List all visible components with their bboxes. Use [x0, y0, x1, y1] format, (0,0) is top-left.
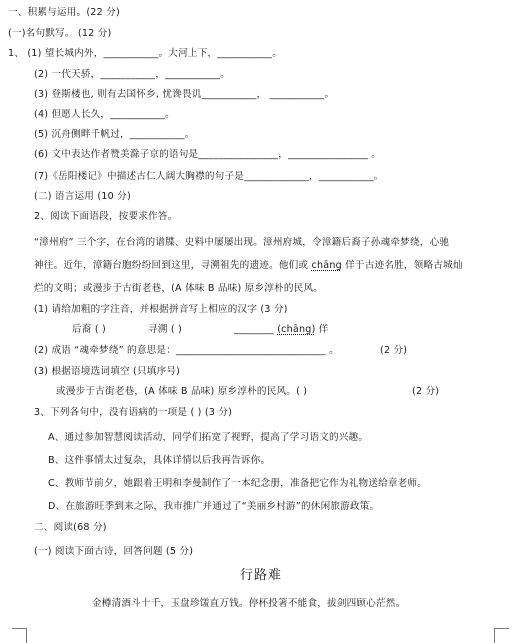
question-2-3-score: (2 分) [412, 386, 440, 397]
poem-title: 行路难 [240, 568, 283, 583]
question-1-item-6: (6) 文中表达作者赞美滁子京的语句是________________，________________ 。 [34, 149, 382, 160]
passage-line-2 [34, 259, 463, 272]
margin-corner-right [494, 628, 509, 643]
question-1-item-7: (7)《岳阳楼记》中描述古仁人阔大胸襟的句子是_____________，___________。 [34, 171, 384, 182]
question-1-item-5: (5) 沉舟侧畔千帆过，___________。 [34, 129, 195, 140]
subsection-2a-heading: (一) 阅读下面古诗，回答问题 (5 分) [34, 546, 194, 557]
question-2-2-score: (2 分) [380, 345, 408, 356]
question-2-3-sentence: 或漫步于古街老巷，(A 体味 B 品味) 原乡淳朴的民风。( ) [56, 386, 308, 397]
question-2-1-word-b: 寻溯 ( ) [148, 324, 182, 335]
question-2-1-word-c [234, 323, 329, 336]
subsection-1a-heading: (一)名句默写。 (12 分) [8, 28, 112, 39]
question-1-item-2: (2) 一代天骄，___________，___________。 [34, 69, 230, 80]
question-1-item-3: (3) 登斯楼也, 则有去国怀乡, 忧谗畏讥___________， ___________。 [34, 89, 335, 100]
section-2-heading: 二、阅读(68 分) [34, 522, 107, 533]
passage-line-1: “漳州府” 三个字，在台湾的谱牒、史料中屡屡出现。漳州府城，令漳籍后裔子孙魂牵梦绕，心驰 [34, 237, 450, 248]
question-3-prompt: 3、下列各句中，没有语病的一项是 ( ) (3 分) [34, 407, 233, 418]
question-2-2: (2) 成语 “魂牵梦绕” 的意思是：______________________________ 。 [34, 345, 339, 356]
question-1-item-4: (4) 但愿人长久，___________。 [34, 109, 175, 120]
passage-line-3: 烂的文明；或漫步于古街老巷，(A 体味 B 品味) 原乡淳朴的民风。 [34, 283, 324, 294]
question-3-option-a: A、通过参加智慧阅读活动，同学们拓宽了视野，提高了学习语文的兴趣。 [48, 432, 369, 443]
poem-line-1: 金樽清酒斗十千，玉盘珍馐直万钱。停杯投箸不能食，拔剑四顾心茫然。 [92, 598, 406, 609]
answer-blank: ________ [234, 324, 274, 335]
section-1-heading: 一、积累与运用。(22 分) [8, 7, 120, 18]
question-1-line-1: 1、 (1) 望长城内外，___________。大河上下，___________。 [8, 48, 283, 59]
subsection-1b-heading: (二) 语言运用 (10 分) [34, 191, 131, 202]
question-2-prompt: 2、阅读下面语段，按要求作答。 [34, 211, 178, 222]
passage-line-2-start: 神往。近年，漳籍台胞纷纷回到这里，寻溯祖先的遗迹。他们或 [34, 260, 312, 271]
pinyin-hint: (chāng) [277, 324, 316, 335]
question-2-1-prompt: (1) 请给加粗的字注音，并根据拼音写上相应的汉字 (3 分) [34, 304, 288, 315]
question-2-3-prompt: (3) 根据语境选词填空 (只填序号) [34, 366, 181, 377]
question-3-option-b: B、这件事情太过复杂，具体详情以后我再告诉你。 [48, 455, 271, 466]
question-3-option-d: D、在旅游旺季到来之际，我市推广并通过了“美丽乡村游”的休闲旅游政策。 [48, 501, 380, 512]
question-3-option-c: C、教师节前夕，她跟着王明和李曼制作了一本纪念册，准备把它作为礼物送给章老师。 [48, 478, 428, 489]
pinyin-chang: chāng [311, 260, 342, 271]
question-2-1-word-a: 后裔 ( ) [72, 324, 106, 335]
margin-corner-left [12, 628, 27, 643]
character-yang: 佯 [318, 324, 329, 335]
passage-line-2-end: 佯于古迹名胜，领略古城灿 [341, 260, 463, 271]
